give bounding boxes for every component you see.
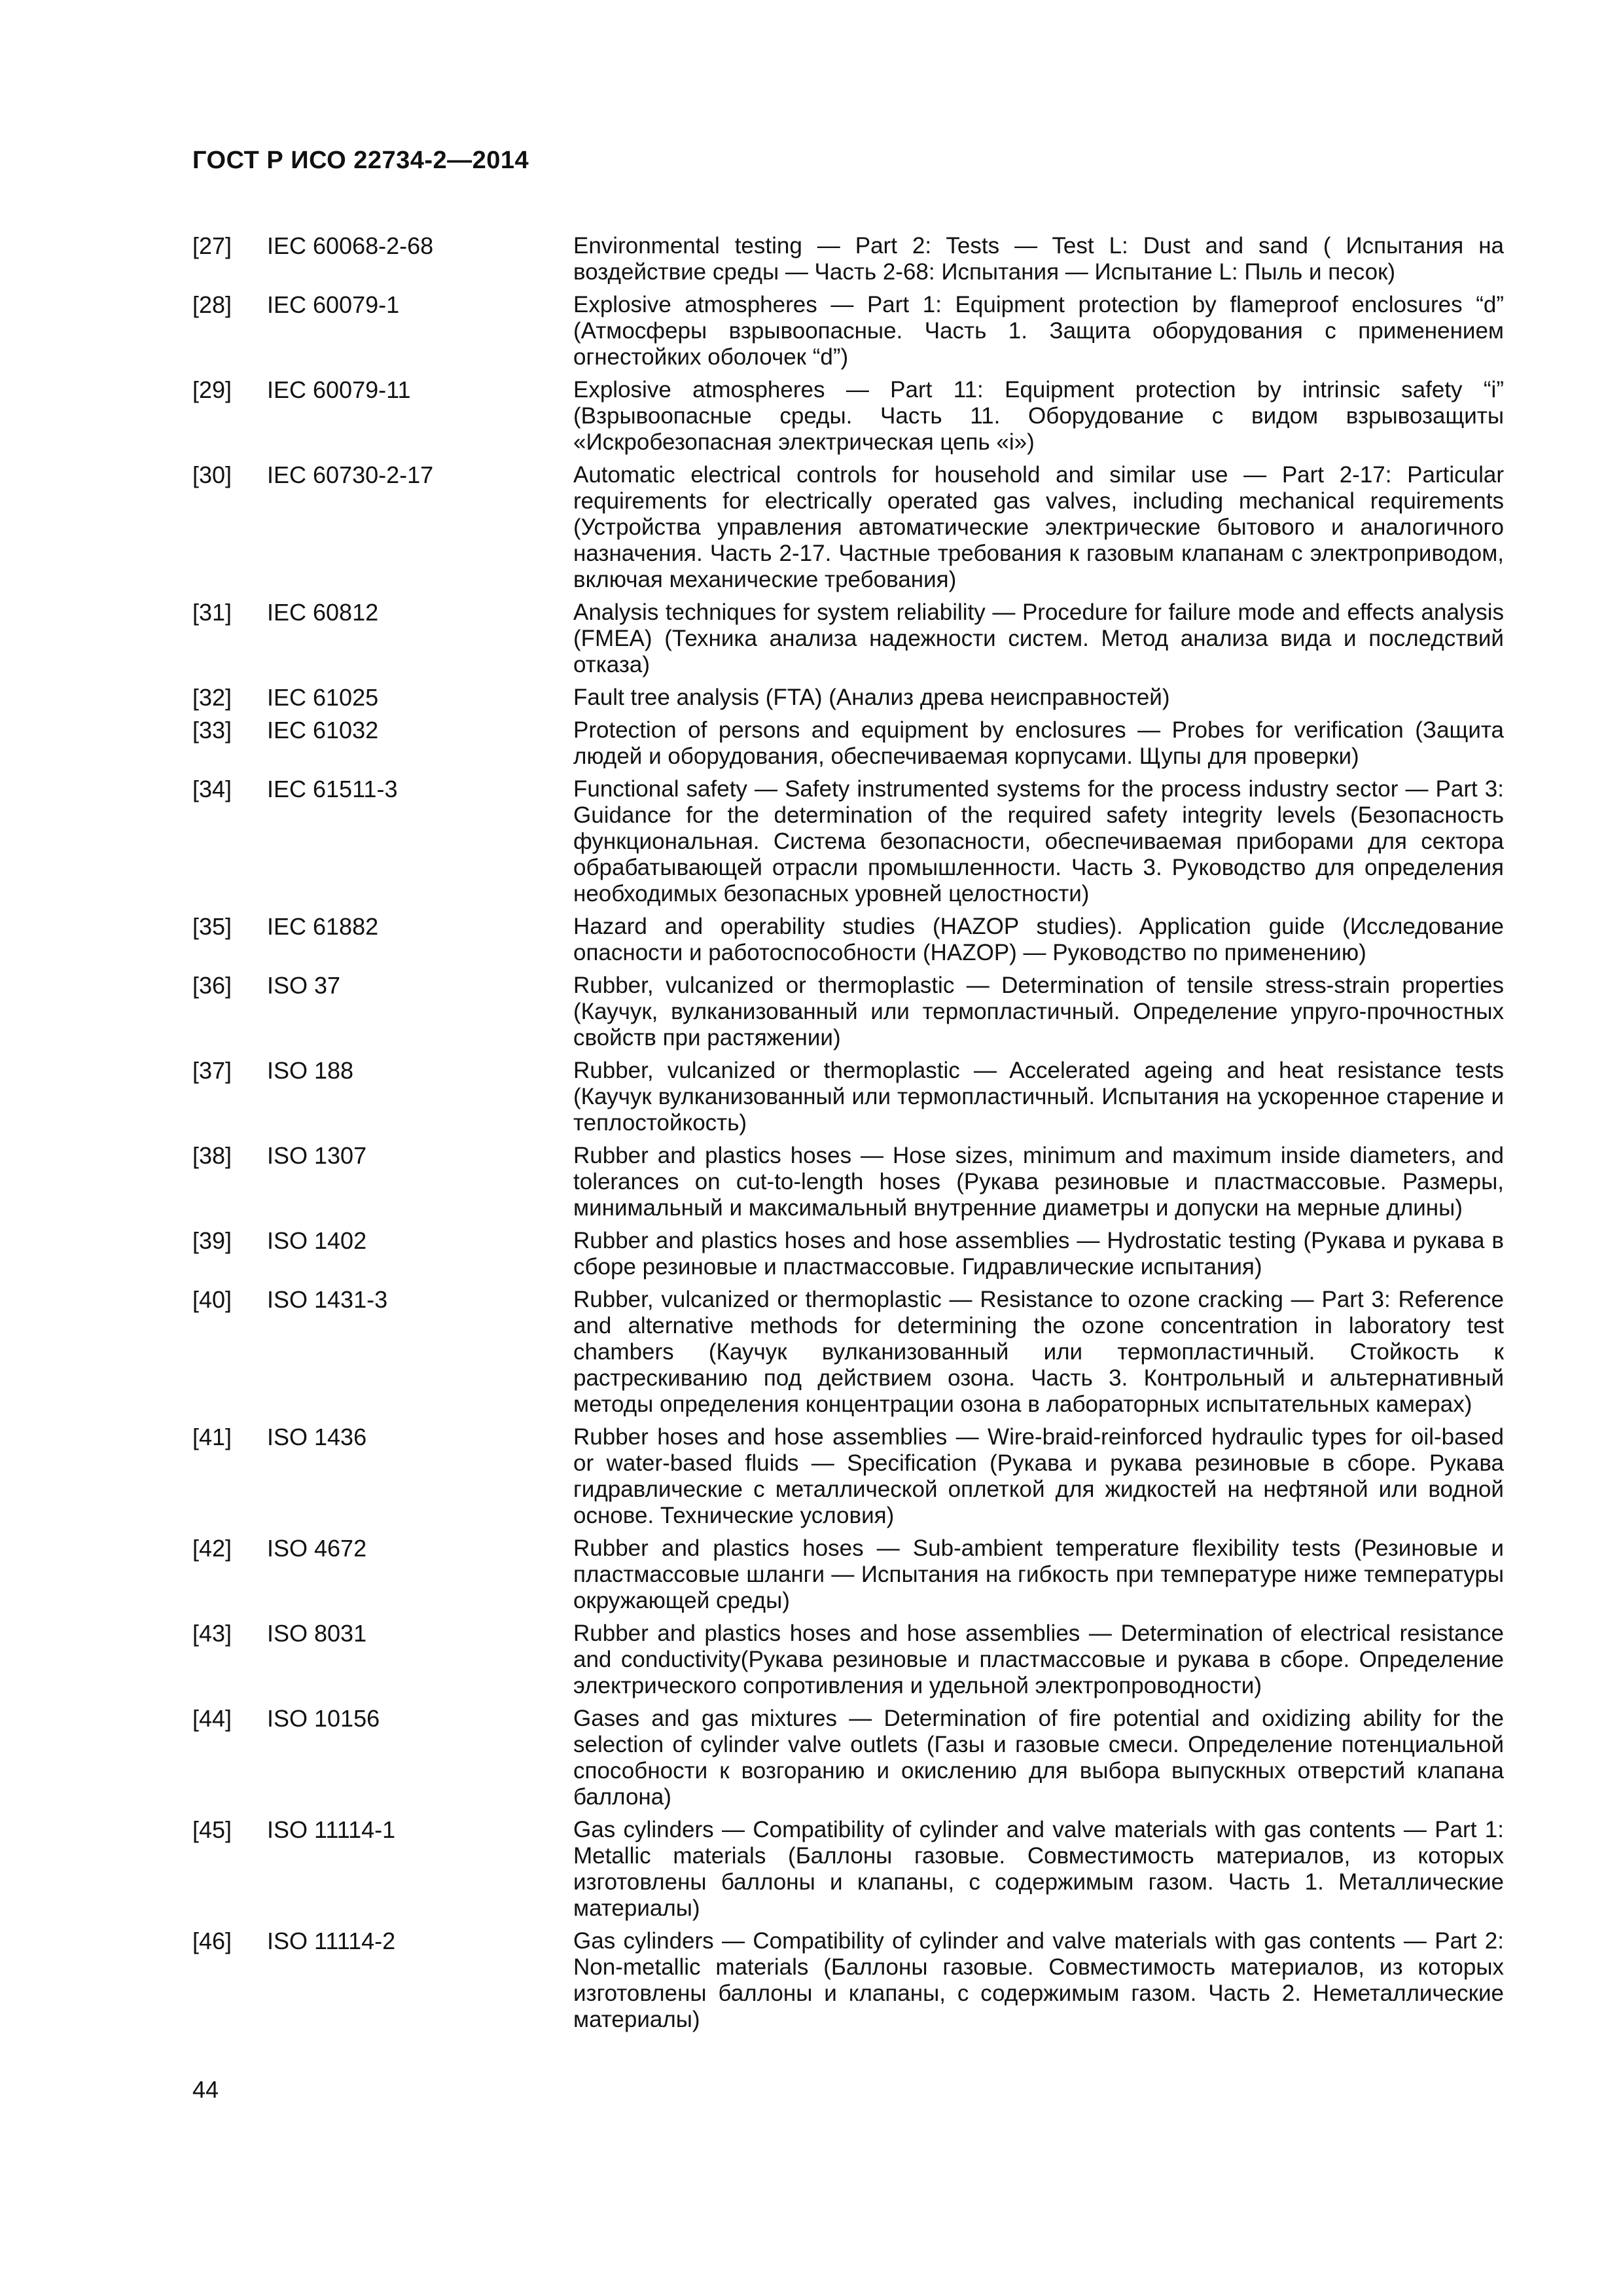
standard-code: IEC 60730-2-17	[267, 461, 434, 488]
entry-number: [31]	[192, 599, 232, 626]
bibliography-entry	[192, 1287, 1504, 1418]
standard-code: ISO 188	[267, 1057, 354, 1084]
standard-title: Fault tree analysis (FTA) (Анализ древа неисправностей)	[573, 685, 1170, 710]
entry-number: [41]	[192, 1424, 232, 1450]
standard-code: ISO 1307	[267, 1142, 367, 1169]
bibliography-entry	[192, 1621, 1504, 1699]
bibliography-entry	[192, 973, 1504, 1051]
standard-code: ISO 1436	[267, 1424, 367, 1450]
standard-code: IEC 61882	[267, 913, 379, 940]
standard-title: Functional safety — Safety instrumented systems for the process industry sector — Part 3: Guidance for the determination of the required safety integrity levels (Безопасность функциональная. Система безопасности, обеспечиваемая приборами для сектора обрабатывающей отрасли промышленности. Часть 3. Руководство для определения необходимых безопасных уровней целостности)	[573, 776, 1504, 906]
standard-title: Rubber, vulcanized or thermoplastic — Determination of tensile stress-strain properties (Каучук, вулканизованный или термопластичный. Определение упруго-прочностных свойств при растяжении)	[573, 973, 1504, 1050]
entry-number: [38]	[192, 1142, 232, 1169]
standard-title: Gas cylinders — Compatibility of cylinder and valve materials with gas contents — Part 1: Metallic materials (Баллоны газовые. Совместимость материалов, из которых изготовлены баллоны и клапаны, с содержимым газом. Часть 1. Металлические материалы)	[573, 1817, 1504, 1921]
bibliography-entry	[192, 377, 1504, 456]
bibliography-entry	[192, 600, 1504, 678]
standard-title: Explosive atmospheres — Part 11: Equipment protection by intrinsic safety “i” (Взрывоопасные среды. Часть 11. Оборудование с видом взрывозащиты «Искробезопасная электрическая цепь «i»)	[573, 377, 1504, 455]
standard-title: Rubber, vulcanized or thermoplastic — Accelerated ageing and heat resistance tests (Каучук вулканизованный или термопластичный. Испытания на ускоренное старение и теплостойкость)	[573, 1058, 1504, 1136]
entry-number: [32]	[192, 684, 232, 711]
standard-code: ISO 11114-1	[267, 1816, 396, 1843]
bibliography-entry	[192, 233, 1504, 285]
standard-title: Automatic electrical controls for household and similar use — Part 2-17: Particular requirements for electrically operated gas valves, including mechanical requirements (Устройства управления автоматические электрические бытового и аналогичного назначения. Часть 2-17. Частные требования к газовым клапанам с электроприводом, включая механические требования)	[573, 462, 1504, 592]
entry-number: [42]	[192, 1535, 232, 1562]
standard-code: ISO 8031	[267, 1620, 367, 1647]
entry-number: [35]	[192, 913, 232, 940]
entry-number: [43]	[192, 1620, 232, 1647]
standard-title: Rubber and plastics hoses and hose assemblies — Hydrostatic testing (Рукава и рукава в сборе резиновые и пластмассовые. Гидравлические испытания)	[573, 1228, 1504, 1280]
standard-title: Rubber, vulcanized or thermoplastic — Resistance to ozone cracking — Part 3: Reference and alternative methods for determining the ozone concentration in laboratory test chambers (Каучук вулканизованный или термопластичный. Стойкость к растрескиванию под действием озона. Часть 3. Контрольный и альтернативный методы определения концентрации озона в лабораторных испытательных камерах)	[573, 1287, 1504, 1417]
entry-number: [37]	[192, 1057, 232, 1084]
standard-code: ISO 10156	[267, 1705, 380, 1732]
entry-number: [30]	[192, 461, 232, 488]
entry-number: [46]	[192, 1928, 232, 1954]
entry-number: [39]	[192, 1227, 232, 1254]
entry-number: [29]	[192, 376, 232, 403]
standard-code: IEC 61511-3	[267, 776, 398, 802]
standard-title: Gas cylinders — Compatibility of cylinder and valve materials with gas contents — Part 2: Non-metallic materials (Баллоны газовые. Совместимость материалов, из которых изготовлены баллоны и клапаны, с содержимым газом. Часть 2. Неметаллические материалы)	[573, 1928, 1504, 2032]
bibliography-entry	[192, 914, 1504, 966]
bibliography-entry	[192, 1424, 1504, 1529]
standard-title: Protection of persons and equipment by enclosures — Probes for verification (Защита людей и оборудования, обеспечиваемая корпусами. Щупы для проверки)	[573, 717, 1504, 769]
standard-title: Hazard and operability studies (HAZOP studies). Application guide (Исследование опасности и работоспособности (HAZOP) — Руководство по применению)	[573, 914, 1504, 965]
entry-number: [28]	[192, 291, 232, 318]
standard-code: IEC 61025	[267, 684, 379, 711]
standard-code: IEC 61032	[267, 717, 379, 744]
standard-title: Rubber and plastics hoses — Hose sizes, minimum and maximum inside diameters, and tolerances on cut-to-length hoses (Рукава резиновые и пластмассовые. Размеры, минимальный и максимальный внутренние диаметры и допуски на мерные длины)	[573, 1143, 1504, 1221]
bibliography-entry	[192, 1143, 1504, 1221]
bibliography-entry	[192, 717, 1504, 770]
bibliography-entry	[192, 1535, 1504, 1614]
standard-code: IEC 60079-11	[267, 376, 411, 403]
bibliography-entry	[192, 1817, 1504, 1922]
entry-number: [34]	[192, 776, 232, 802]
bibliography-entry	[192, 1228, 1504, 1280]
entry-number: [44]	[192, 1705, 232, 1732]
standard-title: Explosive atmospheres — Part 1: Equipment protection by flameproof enclosures “d” (Атмосферы взрывоопасные. Часть 1. Защита оборудования с применением огнестойких оболочек “d”)	[573, 292, 1504, 370]
entry-number: [36]	[192, 972, 232, 999]
standard-title: Environmental testing — Part 2: Tests — Test L: Dust and sand ( Испытания на воздействие среды — Часть 2-68: Испытания — Испытание L: Пыль и песок)	[573, 233, 1504, 285]
page-number: 44	[192, 2076, 219, 2103]
bibliography-entry	[192, 1706, 1504, 1810]
entry-number: [33]	[192, 717, 232, 744]
document-header: ГОСТ Р ИСО 22734-2—2014	[192, 147, 529, 174]
bibliography-entry	[192, 462, 1504, 593]
standard-title: Rubber and plastics hoses — Sub-ambient temperature flexibility tests (Резиновые и пластмассовые шланги — Испытания на гибкость при температуре ниже температуры окружающей среды)	[573, 1535, 1504, 1613]
standard-code: ISO 1431-3	[267, 1286, 388, 1313]
bibliography-list	[192, 233, 1504, 2039]
standard-title: Gases and gas mixtures — Determination of fire potential and oxidizing ability for the selection of cylinder valve outlets (Газы и газовые смеси. Определение потенциальной способности к возгоранию и окислению для выбора выпускных отверстий клапана баллона)	[573, 1706, 1504, 1810]
standard-title: Rubber and plastics hoses and hose assemblies — Determination of electrical resistance and conductivity(Рукава резиновые и пластмассовые и рукава в сборе. Определение электрического сопротивления и удельной электропроводности)	[573, 1621, 1504, 1698]
bibliography-entry	[192, 1928, 1504, 2033]
standard-code: IEC 60812	[267, 599, 379, 626]
standard-code: IEC 60079-1	[267, 291, 400, 318]
standard-title: Rubber hoses and hose assemblies — Wire-braid-reinforced hydraulic types for oil-based or water-based fluids — Specification (Рукава и рукава резиновые в сборе. Рукава гидравлические с металлической оплеткой для жидкостей на нефтяной или водной основе. Технические условия)	[573, 1424, 1504, 1528]
bibliography-entry	[192, 1058, 1504, 1136]
entry-number: [45]	[192, 1816, 232, 1843]
standard-code: ISO 1402	[267, 1227, 367, 1254]
standard-title: Analysis techniques for system reliability — Procedure for failure mode and effects analysis (FMEA) (Техника анализа надежности систем. Метод анализа вида и последствий отказа)	[573, 600, 1504, 677]
standard-code: IEC 60068-2-68	[267, 232, 434, 259]
standard-code: ISO 37	[267, 972, 341, 999]
bibliography-entry	[192, 685, 1504, 711]
entry-number: [40]	[192, 1286, 232, 1313]
bibliography-entry	[192, 292, 1504, 370]
bibliography-entry	[192, 776, 1504, 907]
entry-number: [27]	[192, 232, 232, 259]
standard-code: ISO 11114-2	[267, 1928, 396, 1954]
standard-code: ISO 4672	[267, 1535, 367, 1562]
